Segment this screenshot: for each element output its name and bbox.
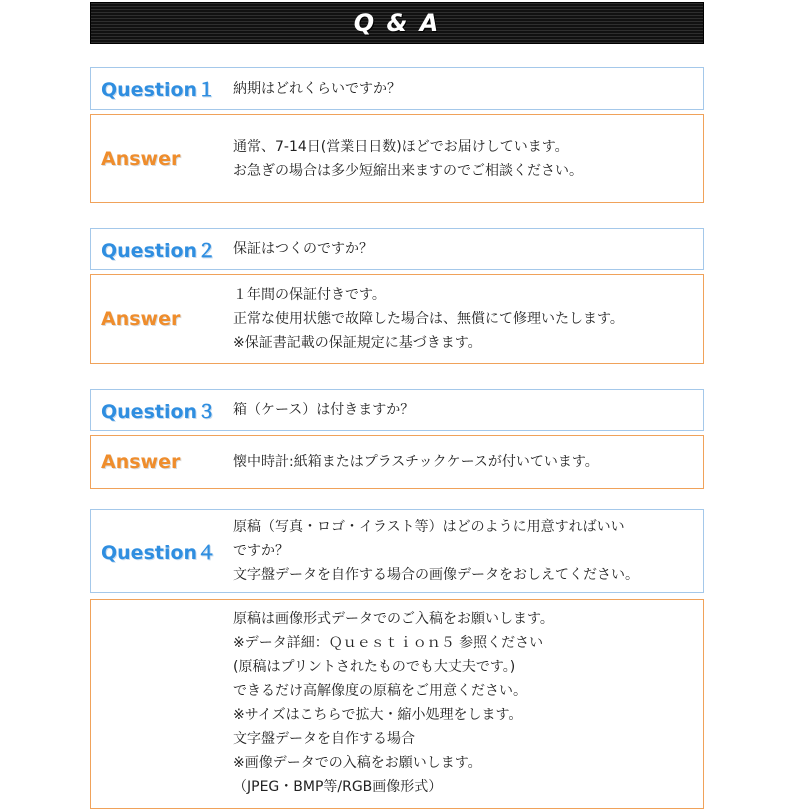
answer-2-label: Answer (101, 308, 181, 330)
question-1-text (233, 68, 695, 109)
answer-1-box (90, 114, 704, 203)
question-2-box (90, 228, 704, 270)
question-4-text (233, 510, 695, 592)
answer-2-line-3: ※保証書記載の保証規定に基づきます。 (233, 335, 482, 351)
question-3-line-1: 箱（ケース）は付きますか？ (233, 402, 415, 418)
answer-2-line-2: 正常な使用状態で故障した場合は、無償にて修理いたします。 (233, 311, 624, 327)
question-3-box (90, 389, 704, 431)
question-1-label: Question１ (101, 79, 217, 101)
answer-4-line-8: （JPEG・BMP等/RGB画像形式） (233, 779, 443, 795)
answer-1-text (233, 115, 695, 202)
answer-3-line-1: 懐中時計:紙箱またはプラスチックケースが付いています。 (233, 454, 599, 470)
question-4-box (90, 509, 704, 593)
answer-4-line-4: できるだけ高解像度の原稿をご用意ください。 (233, 683, 527, 699)
question-2-label: Question２ (101, 239, 217, 262)
answer-4-box (90, 599, 704, 809)
question-4-line-1: 原稿（写真・ロゴ・イラスト等）はどのように用意すればいい (233, 519, 625, 535)
answer-1-line-2: お急ぎの場合は多少短縮出来ますのでご相談ください。 (233, 162, 583, 179)
answer-1-label: Answer (101, 147, 181, 170)
question-1-line-1: 納期はどれくらいですか？ (233, 80, 401, 97)
answer-4-line-6: 文字盤データを自作する場合 (233, 731, 415, 747)
question-4-label: Question４ (101, 541, 217, 564)
question-1-box (90, 67, 704, 110)
qa-header-bar (90, 2, 704, 44)
answer-4-line-7: ※画像データでの入稿をお願いします。 (233, 755, 482, 771)
answer-4-line-5: ※サイズはこちらで拡大・縮小処理をします。 (233, 707, 523, 723)
answer-4-line-3: (原稿はプリントされたものでも大丈夫です。) (233, 659, 516, 675)
answer-4-line-1: 原稿は画像形式データでのご入稿をお願いします。 (233, 611, 554, 627)
answer-4-text (233, 600, 695, 808)
question-3-label: Question３ (101, 400, 217, 423)
answer-2-text (233, 275, 695, 363)
answer-2-box (90, 274, 704, 364)
answer-3-text (233, 436, 695, 488)
question-2-line-1: 保証はつくのですか？ (233, 241, 373, 257)
question-4-line-3: 文字盤データを自作する場合の画像データをおしえてください。 (233, 567, 639, 583)
question-4-line-2: ですか？ (233, 543, 289, 559)
page-title: Q & A (353, 9, 441, 37)
answer-1-line-1: 通常、7-14日(営業日日数)ほどでお届けしています。 (233, 138, 569, 155)
answer-3-label: Answer (101, 451, 181, 473)
question-2-text (233, 229, 695, 269)
answer-3-box (90, 435, 704, 489)
question-3-text (233, 390, 695, 430)
answer-4-line-2: ※データ詳細：Ｑｕｅｓｔｉｏｎ５ 参照ください (233, 635, 544, 651)
answer-2-line-1: １年間の保証付きです。 (233, 287, 386, 303)
